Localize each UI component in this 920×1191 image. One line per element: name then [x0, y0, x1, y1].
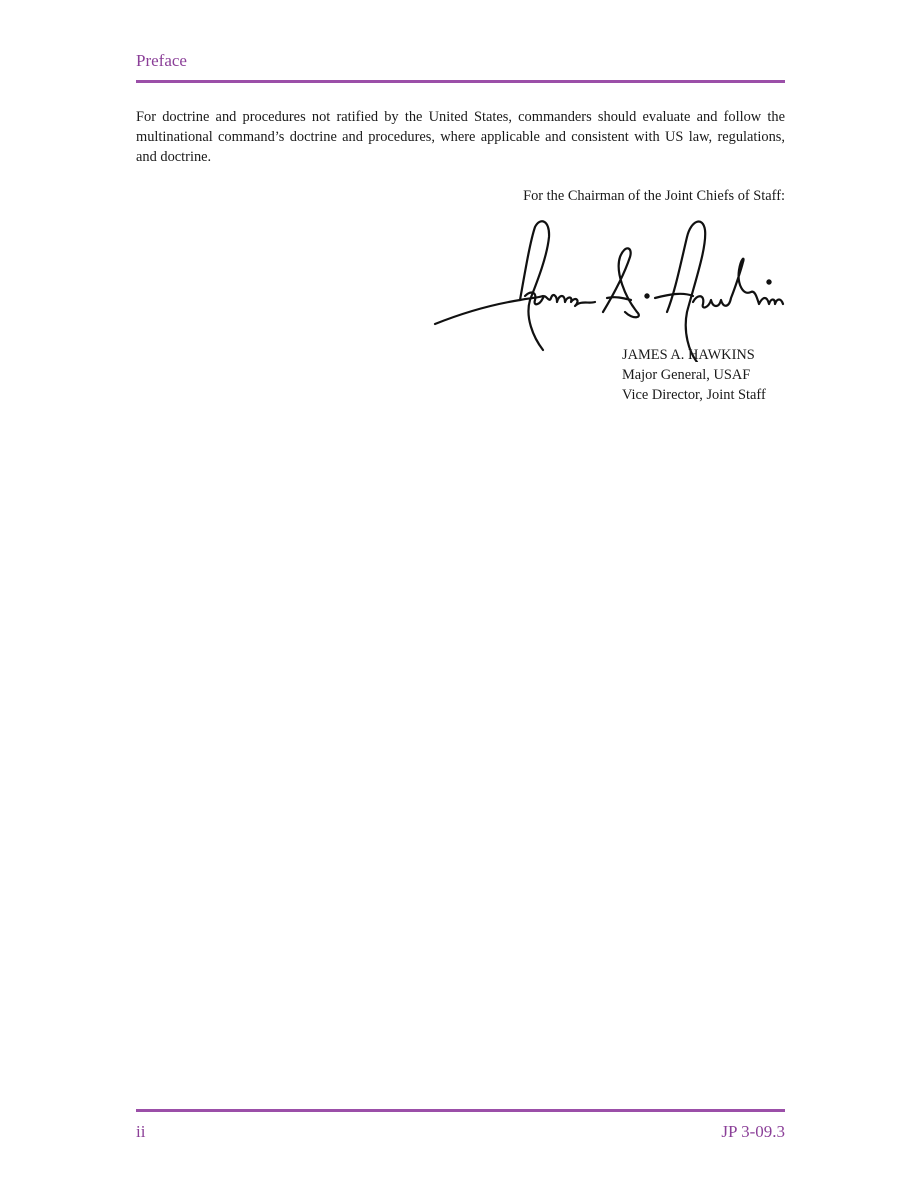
preface-paragraph: For doctrine and procedures not ratified by the United States, commanders should evaluate and follow the multinational command’s doctrine and procedures, where applicable and consistent with US law, regulations, and doctrine. [136, 109, 785, 166]
publication-number: JP 3-09.3 [721, 1122, 785, 1141]
header-rule [136, 80, 785, 83]
signatory-rank: Major General, USAF [622, 367, 751, 383]
signatory-name: JAMES A. HAWKINS [622, 347, 755, 363]
handwritten-signature [425, 212, 795, 362]
page-number: ii [136, 1122, 146, 1141]
section-title: Preface [136, 51, 187, 70]
footer-rule [136, 1109, 785, 1112]
signatory-block [622, 345, 766, 405]
signatory-title: Vice Director, Joint Staff [622, 387, 766, 403]
for-chairman-line: For the Chairman of the Joint Chiefs of Staff: [523, 188, 785, 204]
